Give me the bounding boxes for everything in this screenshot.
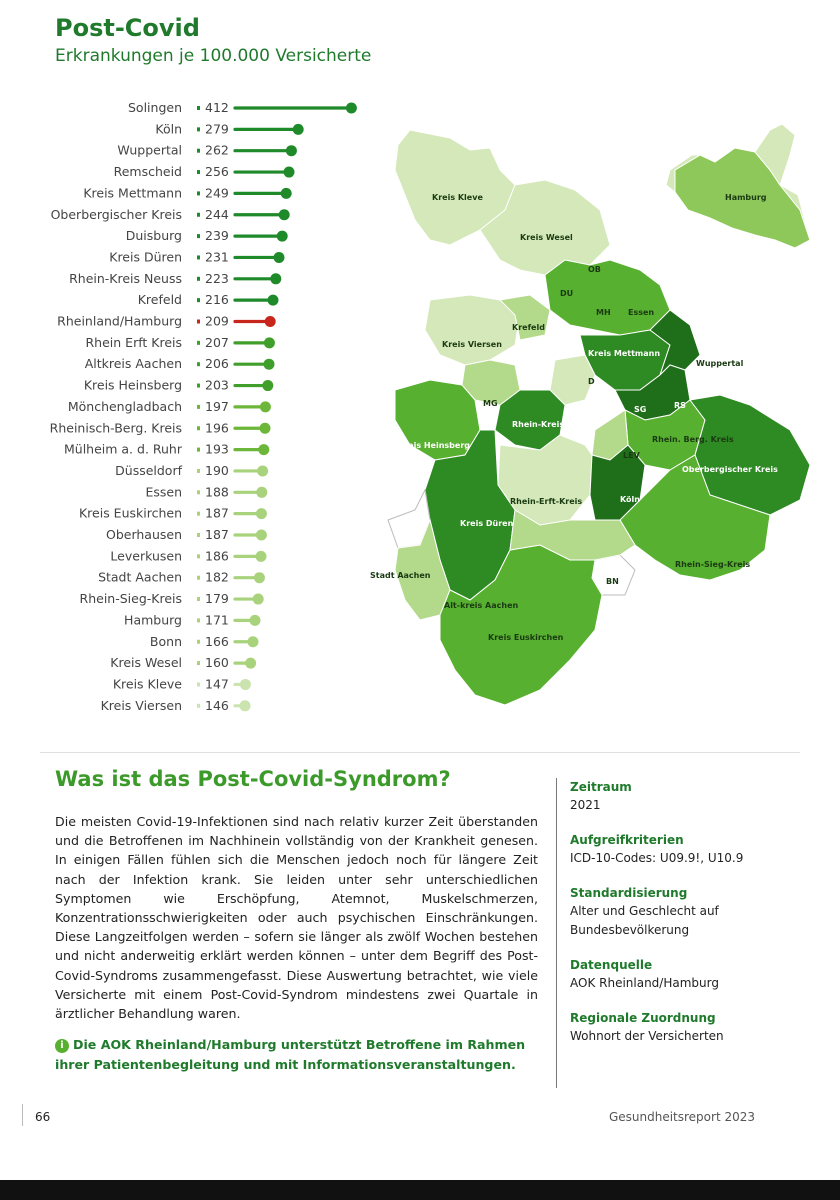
map-label-wuppertal: Wuppertal bbox=[696, 359, 744, 368]
category-label: Kreis Euskirchen bbox=[78, 505, 182, 521]
value-label: 196 bbox=[205, 420, 229, 436]
category-label: Duisburg bbox=[125, 228, 182, 244]
bar-marker bbox=[197, 277, 200, 281]
value-label: 231 bbox=[205, 249, 229, 265]
map-label-rhein-kreis-neuss: Rhein-Kreis-Neuss bbox=[512, 420, 595, 429]
category-label: Mönchengladbach bbox=[67, 398, 182, 414]
map-label-stadt-aachen: Stadt Aachen bbox=[370, 571, 431, 580]
category-label: Krefeld bbox=[137, 292, 182, 308]
bar-dot bbox=[253, 594, 264, 605]
category-label: Rheinland/Hamburg bbox=[57, 313, 182, 329]
bar-marker bbox=[197, 213, 200, 217]
value-label: 147 bbox=[205, 676, 229, 692]
bar-marker bbox=[197, 426, 200, 430]
category-label: Oberbergischer Kreis bbox=[50, 206, 182, 222]
map-label-kreis-kleve: Kreis Kleve bbox=[432, 193, 483, 202]
value-label: 190 bbox=[205, 462, 229, 478]
value-label: 412 bbox=[205, 100, 229, 115]
bar-marker bbox=[197, 384, 200, 388]
map-label-kreis-wesel: Kreis Wesel bbox=[520, 233, 573, 242]
value-label: 182 bbox=[205, 569, 229, 585]
bar-dot bbox=[268, 295, 279, 306]
info-icon: i bbox=[55, 1039, 69, 1053]
bar-dot bbox=[265, 316, 276, 327]
meta-item bbox=[570, 884, 820, 940]
bar-marker bbox=[197, 341, 200, 345]
bar-dot bbox=[264, 359, 275, 370]
map-label-mh: MH bbox=[596, 308, 611, 317]
value-label: 146 bbox=[205, 697, 229, 713]
value-label: 193 bbox=[205, 441, 229, 457]
value-label: 188 bbox=[205, 484, 229, 500]
bar-dot bbox=[254, 572, 265, 583]
bar-dot bbox=[256, 530, 267, 541]
category-label: Kreis Wesel bbox=[110, 655, 182, 671]
bar-dot bbox=[240, 700, 251, 711]
category-label: Wuppertal bbox=[117, 142, 182, 158]
category-label: Oberhausen bbox=[105, 527, 182, 542]
value-label: 160 bbox=[205, 655, 229, 671]
value-label: 207 bbox=[205, 334, 229, 350]
meta-value: Alter und Geschlecht auf Bundesbevölkerung bbox=[570, 904, 719, 937]
bottom-bar bbox=[0, 1180, 840, 1200]
bar-dot bbox=[264, 337, 275, 348]
meta-label: Standardisierung bbox=[570, 886, 688, 900]
bar-marker bbox=[197, 191, 200, 195]
meta-value: ICD-10-Codes: U09.9!, U10.9 bbox=[570, 851, 744, 865]
value-label: 249 bbox=[205, 185, 229, 201]
value-label: 203 bbox=[205, 377, 229, 393]
map-label-lev: LEV bbox=[623, 451, 640, 460]
info-note-text: Die AOK Rheinland/Hamburg unterstützt Betroffene im Rahmen ihrer Patientenbegleitung und mit Informationsveranstaltungen. bbox=[55, 1037, 526, 1072]
category-label: Köln bbox=[155, 121, 182, 137]
report-name: Gesundheitsreport 2023 bbox=[608, 1110, 755, 1124]
category-label: Kreis Viersen bbox=[100, 697, 182, 713]
map-label-krefeld: Krefeld bbox=[512, 323, 545, 332]
map-label-rhein-erft: Rhein-Erft-Kreis bbox=[510, 497, 583, 506]
bar-dot bbox=[256, 508, 267, 519]
bar-marker bbox=[197, 576, 200, 580]
value-label: 206 bbox=[205, 356, 229, 372]
bar-dot bbox=[256, 551, 267, 562]
category-label: Kreis Heinsberg bbox=[83, 377, 182, 393]
map-label-mg: MG bbox=[483, 399, 498, 408]
value-label: 166 bbox=[205, 633, 229, 649]
info-note bbox=[55, 1035, 555, 1074]
meta-value: 2021 bbox=[570, 798, 601, 812]
map-label-sg: SG bbox=[634, 405, 647, 414]
bar-dot bbox=[346, 103, 357, 114]
bar-dot bbox=[262, 380, 273, 391]
page-subtitle: Erkrankungen je 100.000 Versicherte bbox=[55, 46, 372, 66]
category-label: Altkreis Aachen bbox=[84, 356, 182, 372]
value-label: 187 bbox=[205, 505, 229, 521]
category-label: Kreis Mettmann bbox=[83, 185, 182, 201]
page-number: 66 bbox=[35, 1110, 51, 1124]
bar-dot bbox=[258, 444, 269, 455]
category-label: Hamburg bbox=[124, 612, 182, 628]
bar-marker bbox=[197, 704, 200, 708]
bar-dot bbox=[248, 636, 259, 647]
bar-dot bbox=[260, 423, 271, 434]
bar-dot bbox=[293, 124, 304, 135]
meta-label: Regionale Zuordnung bbox=[570, 1011, 716, 1025]
section-body: Die meisten Covid-19-Infektionen sind nach relativ kurzer Zeit überstanden und die Betroffenen im Nachhinein vollständig von der Krankheit genesen. In einigen Fällen fühlen sich die Menschen jedoch noch für längere Zeit nach der Infektion krank. Sie leiden unter sehr unterschiedlichen Symptomen wie Erschöpfung, Atemnot, Muskelschmerzen, Konzentrationsschwierigkeiten oder auch psychischen Einschränkungen. Diese Langzeitfolgen werden – sofern sie länger als zwölf Wochen bestehen und nicht anderweitig erklärt werden können – unter dem Begriff des Post-Covid-Syndroms zusammengefasst. Diese Auswertung betrachtet, wie viele Versicherte mit einem Post-Covid-Syndrom mindestens zwei Quartale in ärztlicher Behandlung waren. bbox=[55, 814, 538, 1022]
bar-dot bbox=[257, 465, 268, 476]
bar-marker bbox=[197, 661, 200, 665]
bar-marker bbox=[197, 640, 200, 644]
bar-marker bbox=[197, 298, 200, 302]
category-label: Rhein Erft Kreis bbox=[85, 334, 182, 350]
meta-panel bbox=[570, 778, 820, 1062]
map-label-bn: BN bbox=[606, 577, 619, 586]
footer-divider bbox=[22, 1104, 23, 1126]
value-label: 187 bbox=[205, 527, 229, 542]
bar-marker bbox=[197, 106, 200, 110]
bar-marker bbox=[197, 512, 200, 516]
bar-marker bbox=[197, 405, 200, 409]
value-label: 256 bbox=[205, 164, 229, 180]
value-label: 262 bbox=[205, 142, 229, 158]
vertical-divider bbox=[556, 778, 557, 1088]
bar-marker bbox=[197, 618, 200, 622]
bar-dot bbox=[274, 252, 285, 263]
map-label-essen: Essen bbox=[628, 308, 655, 317]
meta-item bbox=[570, 831, 820, 868]
bar-dot bbox=[284, 167, 295, 178]
map-label-altkreis-aachen: Alt-kreis Aachen bbox=[444, 601, 519, 610]
bar-marker bbox=[197, 170, 200, 174]
bar-marker bbox=[197, 127, 200, 131]
value-label: 209 bbox=[205, 313, 229, 329]
value-label: 216 bbox=[205, 292, 229, 308]
map-label-ob: OB bbox=[588, 265, 601, 274]
map-label-d: D bbox=[588, 377, 595, 386]
meta-value: AOK Rheinland/Hamburg bbox=[570, 976, 719, 990]
map-label-kreis-dueren: Kreis Düren bbox=[460, 519, 514, 528]
bar-marker bbox=[197, 469, 200, 473]
meta-label: Aufgreifkriterien bbox=[570, 833, 684, 847]
bar-marker bbox=[197, 682, 200, 686]
bar-marker bbox=[197, 362, 200, 366]
category-label: Solingen bbox=[128, 100, 182, 115]
category-label: Mülheim a. d. Ruhr bbox=[63, 441, 182, 457]
value-label: 244 bbox=[205, 206, 229, 222]
map-label-oberberg: Oberbergischer Kreis bbox=[682, 465, 778, 474]
meta-item bbox=[570, 778, 820, 815]
bar-marker bbox=[197, 234, 200, 238]
divider bbox=[40, 752, 800, 753]
value-label: 179 bbox=[205, 591, 229, 607]
bar-dot bbox=[286, 145, 297, 156]
category-label: Kreis Kleve bbox=[112, 676, 182, 692]
category-label: Bonn bbox=[149, 633, 182, 649]
map-label-rhein-berg: Rhein. Berg. Kreis bbox=[652, 435, 734, 444]
category-label: Stadt Aachen bbox=[98, 569, 182, 585]
bar-marker bbox=[197, 448, 200, 452]
value-label: 223 bbox=[205, 270, 229, 286]
bar-dot bbox=[270, 273, 281, 284]
bar-marker bbox=[197, 490, 200, 494]
meta-item bbox=[570, 956, 820, 993]
category-label: Rhein-Sieg-Kreis bbox=[79, 591, 182, 607]
bar-marker bbox=[197, 554, 200, 558]
bar-marker bbox=[197, 149, 200, 153]
map-label-kreis-viersen: Kreis Viersen bbox=[442, 340, 502, 349]
bar-dot bbox=[277, 231, 288, 242]
bar-dot bbox=[260, 401, 271, 412]
category-label: Essen bbox=[145, 484, 182, 500]
page-title: Post-Covid bbox=[55, 14, 200, 42]
section-title: Was ist das Post-Covid-Syndrom? bbox=[55, 767, 451, 791]
map-label-rhein-sieg: Rhein-Sieg-Kreis bbox=[675, 560, 751, 569]
bar-dot bbox=[281, 188, 292, 199]
value-label: 239 bbox=[205, 228, 229, 244]
bar-marker bbox=[197, 533, 200, 537]
category-label: Kreis Düren bbox=[109, 249, 182, 265]
value-label: 171 bbox=[205, 612, 229, 628]
bar-marker bbox=[197, 597, 200, 601]
region-map bbox=[370, 100, 820, 740]
map-label-kreis-heinsberg: Kreis Heinsberg bbox=[398, 441, 471, 450]
map-label-rs: RS bbox=[674, 401, 686, 410]
bar-dot bbox=[245, 658, 256, 669]
bar-marker bbox=[197, 320, 200, 324]
category-label: Rheinisch-Berg. Kreis bbox=[49, 420, 182, 436]
bar-dot bbox=[240, 679, 251, 690]
meta-value: Wohnort der Versicherten bbox=[570, 1029, 724, 1043]
value-label: 279 bbox=[205, 121, 229, 137]
lollipop-chart bbox=[0, 92, 370, 722]
value-label: 186 bbox=[205, 548, 229, 564]
map-label-kreis-euskirchen: Kreis Euskirchen bbox=[488, 633, 564, 642]
map-label-du: DU bbox=[560, 289, 574, 298]
category-label: Leverkusen bbox=[110, 548, 182, 564]
category-label: Düsseldorf bbox=[115, 462, 182, 478]
meta-label: Zeitraum bbox=[570, 780, 632, 794]
map-label-hamburg: Hamburg bbox=[725, 193, 767, 202]
bar-marker bbox=[197, 255, 200, 259]
category-label: Rhein-Kreis Neuss bbox=[69, 270, 182, 286]
bar-dot bbox=[256, 487, 267, 498]
meta-label: Datenquelle bbox=[570, 958, 653, 972]
bar-dot bbox=[279, 209, 290, 220]
bar-dot bbox=[250, 615, 261, 626]
value-label: 197 bbox=[205, 398, 229, 414]
map-label-koeln: Köln bbox=[620, 495, 640, 504]
category-label: Remscheid bbox=[113, 164, 182, 180]
map-label-kreis-mettmann: Kreis Mettmann bbox=[588, 349, 661, 358]
meta-item bbox=[570, 1009, 820, 1046]
